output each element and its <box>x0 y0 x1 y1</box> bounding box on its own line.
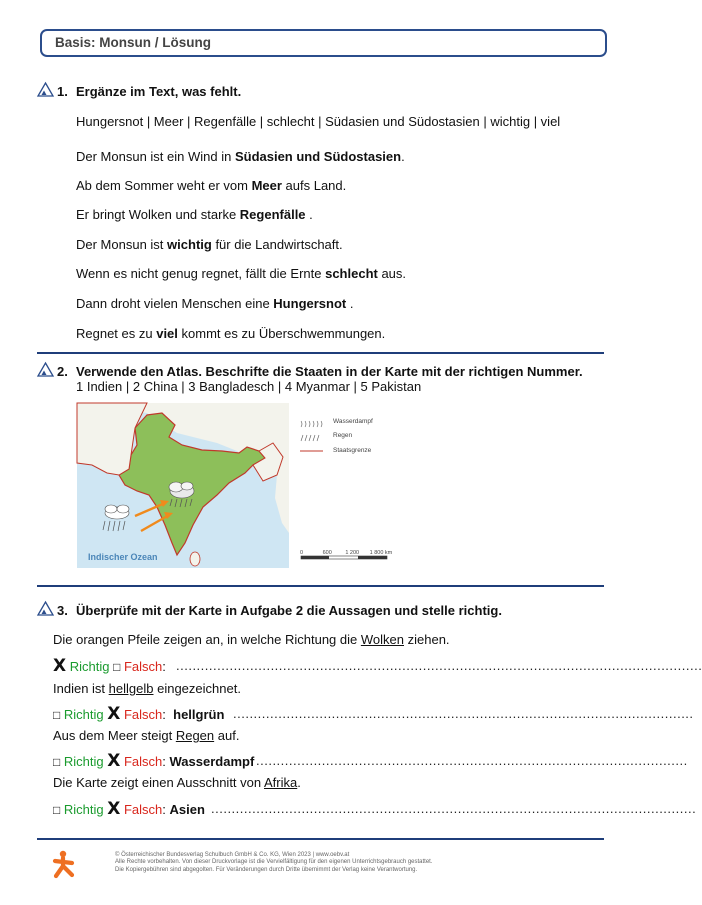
worksheet-title: Basis: Monsun / Lösung <box>40 29 607 57</box>
selected-cross-icon[interactable]: X <box>107 704 121 724</box>
answer-line: ...................................................................................................................... <box>211 801 697 816</box>
checkbox-icon[interactable]: □ <box>53 755 61 769</box>
richtig-option[interactable]: Richtig <box>63 802 104 817</box>
task2-country-list: 1 Indien | 2 China | 3 Bangladesch | 4 Myanmar | 5 Pakistan <box>76 379 422 394</box>
checkbox-icon[interactable]: □ <box>113 660 121 674</box>
ocean-label: Indischer Ozean <box>88 552 158 562</box>
legend-vapor: Wasserdampf <box>333 418 373 425</box>
task1-answer: Regenfälle <box>239 207 306 222</box>
statement: Die Karte zeigt einen Ausschnitt von Afrika. <box>53 775 301 790</box>
task1-sentence: Er bringt Wolken und starke Regenfälle . <box>76 207 313 222</box>
answer-line: ......................................................................................................... <box>256 753 688 768</box>
task1-answer: schlecht <box>325 266 378 281</box>
answer-row: □ Richtig X Falsch: hellgrün <box>53 704 225 724</box>
task1-answer: wichtig <box>167 237 212 252</box>
checkbox-icon[interactable]: □ <box>53 708 61 722</box>
footer-legal <box>115 852 433 874</box>
task2-heading <box>57 364 583 379</box>
falsch-option[interactable]: Falsch <box>123 707 163 722</box>
checkbox-icon[interactable]: □ <box>53 803 61 817</box>
difficulty-icon <box>38 602 53 615</box>
task2-heading-text: Verwende den Atlas. Beschrifte die Staaten in der Karte mit der richtigen Nummer. <box>76 364 583 379</box>
task1-sentence: Regnet es zu viel kommt es zu Überschwemmungen. <box>76 326 386 341</box>
task1-sentence: Wenn es nicht genug regnet, fällt die Ernte schlecht aus. <box>76 266 407 281</box>
falsch-option[interactable]: Falsch <box>123 802 163 817</box>
richtig-option[interactable]: Richtig <box>63 707 104 722</box>
richtig-option[interactable]: Richtig <box>69 659 110 674</box>
answer-row: □ Richtig X Falsch: Wasserdampf <box>53 751 255 771</box>
selected-cross-icon[interactable]: X <box>107 799 121 819</box>
task1-answer: viel <box>156 326 178 341</box>
task3-heading-text: Überprüfe mit der Karte in Aufgabe 2 die Aussagen und stelle richtig. <box>76 603 502 618</box>
difficulty-icon <box>38 363 53 376</box>
legend-border: Staatsgrenze <box>333 447 372 454</box>
task3-heading <box>57 603 502 618</box>
falsch-option[interactable]: Falsch <box>123 754 163 769</box>
correction-answer: hellgrün <box>173 707 225 722</box>
task1-answer: Südasien und Südostasien <box>234 149 402 164</box>
task1-heading-text: Ergänze im Text, was fehlt. <box>76 84 242 99</box>
task1-sentence: Dann droht vielen Menschen eine Hungersnot . <box>76 296 354 311</box>
selected-cross-icon[interactable]: X <box>53 656 67 676</box>
difficulty-icon <box>38 83 53 96</box>
task1-sentence: Der Monsun ist wichtig für die Landwirtschaft. <box>76 237 343 252</box>
answer-row: X Richtig □ Falsch: <box>53 656 166 676</box>
publisher-logo-icon <box>52 850 78 878</box>
footer-line: © Österreichischer Bundesverlag Schulbuch GmbH & Co. KG, Wien 2023 | www.oebv.at <box>115 852 350 858</box>
footer-line: Alle Rechte vorbehalten. Von dieser Druckvorlage ist die Vervielfältigung für den eigenen Unterrichtsgebrauch gestattet. <box>115 859 433 866</box>
statement: Aus dem Meer steigt Regen auf. <box>53 728 240 743</box>
task1-answer: Meer <box>251 178 282 193</box>
task1-sentence: Ab dem Sommer weht er vom Meer aufs Land. <box>76 178 347 193</box>
richtig-option[interactable]: Richtig <box>63 754 104 769</box>
task1-number: 1. <box>57 84 68 99</box>
footer-line: Die Kopiergebühren sind abgegolten. Für Veränderungen durch Dritte übernimmt der Verlag keine Verantwortung. <box>115 866 418 873</box>
task1-heading <box>57 84 241 99</box>
task2-number: 2. <box>57 364 68 379</box>
legend-rain-icon <box>301 435 319 441</box>
section-divider <box>37 585 604 587</box>
sri-lanka <box>190 552 200 566</box>
monsoon-map <box>77 403 402 568</box>
task3-number: 3. <box>57 603 68 618</box>
falsch-option[interactable]: Falsch <box>123 659 163 674</box>
answer-line: ................................................................................................................ <box>233 706 694 721</box>
statement: Die orangen Pfeile zeigen an, in welche Richtung die Wolken ziehen. <box>53 632 450 647</box>
task1-sentence: Der Monsun ist ein Wind in Südasien und Südostasien. <box>76 149 405 164</box>
footer-divider <box>37 838 604 840</box>
legend-rain: Regen <box>333 432 353 439</box>
answer-row: □ Richtig X Falsch: Asien <box>53 799 205 819</box>
answer-line: ................................................................................................................................ <box>176 658 702 673</box>
task1-wordbank: Hungersnot | Meer | Regenfälle | schlecht | Südasien und Südostasien | wichtig | viel <box>76 114 561 129</box>
scale-labels: 0 600 1 200 1 800 km <box>300 550 393 556</box>
correction-answer: Wasserdampf <box>169 754 255 769</box>
statement: Indien ist hellgelb eingezeichnet. <box>53 681 241 696</box>
task1-answer: Hungersnot <box>273 296 347 311</box>
selected-cross-icon[interactable]: X <box>107 751 121 771</box>
legend-vapor-icon <box>301 421 322 427</box>
section-divider <box>37 352 604 354</box>
correction-answer: Asien <box>169 802 205 817</box>
